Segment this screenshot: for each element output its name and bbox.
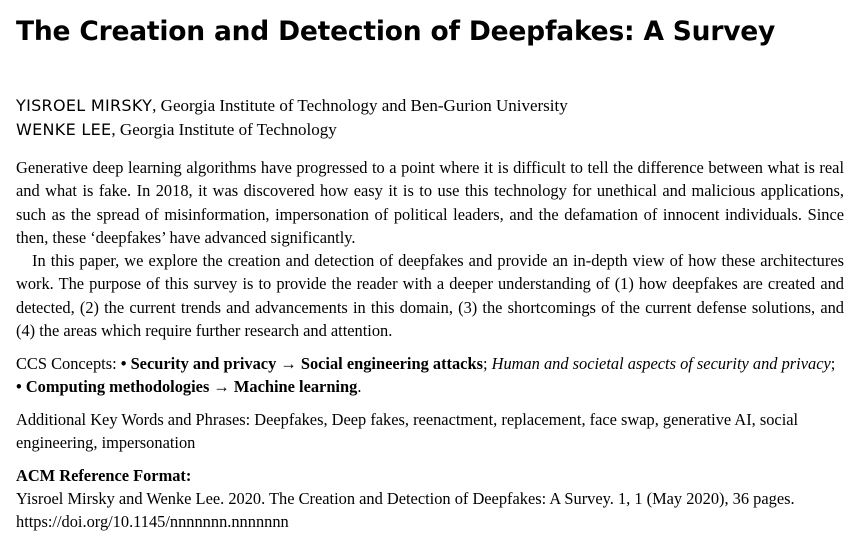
paper-title: The Creation and Detection of Deepfakes: A Survey	[16, 16, 776, 47]
ccs-label: CCS Concepts:	[16, 354, 121, 374]
author-affiliation: , Georgia Institute of Technology and Ben-Gurion University	[152, 96, 568, 115]
ccs-end: .	[357, 377, 362, 397]
ccs-separator: ;	[482, 354, 492, 374]
reference-text: Yisroel Mirsky and Wenke Lee. 2020. The Creation and Detection of Deepfakes: A Survey. 1, 1 (May 2020), 36 pages. https://doi.org/10.1145/nnnnnnn.nnnnnnn	[16, 489, 795, 532]
author-affiliation: , Georgia Institute of Technology	[111, 120, 337, 139]
ccs-concept-italic: Human and societal aspects of security and privacy	[491, 354, 831, 374]
author-name: YISROEL MIRSKY	[16, 96, 153, 115]
ccs-concept-bold: • Security and privacy → Social engineering attacks	[120, 354, 483, 374]
abstract	[16, 156, 844, 342]
author-block	[16, 94, 844, 142]
paper-page	[16, 0, 844, 533]
author-name: WENKE LEE	[16, 120, 112, 139]
ccs-separator: ;	[830, 354, 836, 374]
author-line	[16, 118, 844, 142]
abstract-paragraph: Generative deep learning algorithms have progressed to a point where it is difficult to tell the difference between what is real and what is fake. In 2018, it was discovered how easy it is to use this technology for unethical and malicious applications, such as the spread of misinformation, impersonation of political leaders, and the defamation of innocent individuals. Since then, these ‘deepfakes’ have advanced significantly.	[16, 158, 844, 247]
keywords: Additional Key Words and Phrases: Deepfakes, Deep fakes, reenactment, replacement, face swap, generative AI, social engineering, impersonation	[16, 410, 799, 453]
abstract-paragraph: In this paper, we explore the creation and detection of deepfakes and provide an in-depth view of how these architectures work. The purpose of this survey is to provide the reader with a deeper understanding of (1) how deepfakes are created and detected, (2) the current trends and advancements in this domain, (3) the shortcomings of the current defense solutions, and (4) the areas which require further research and attention.	[16, 251, 844, 341]
author-line	[16, 94, 844, 118]
reference-heading: ACM Reference Format:	[16, 466, 192, 486]
ccs-concept-bold: • Computing methodologies → Machine learning	[16, 377, 358, 397]
ccs-concepts	[16, 352, 844, 398]
